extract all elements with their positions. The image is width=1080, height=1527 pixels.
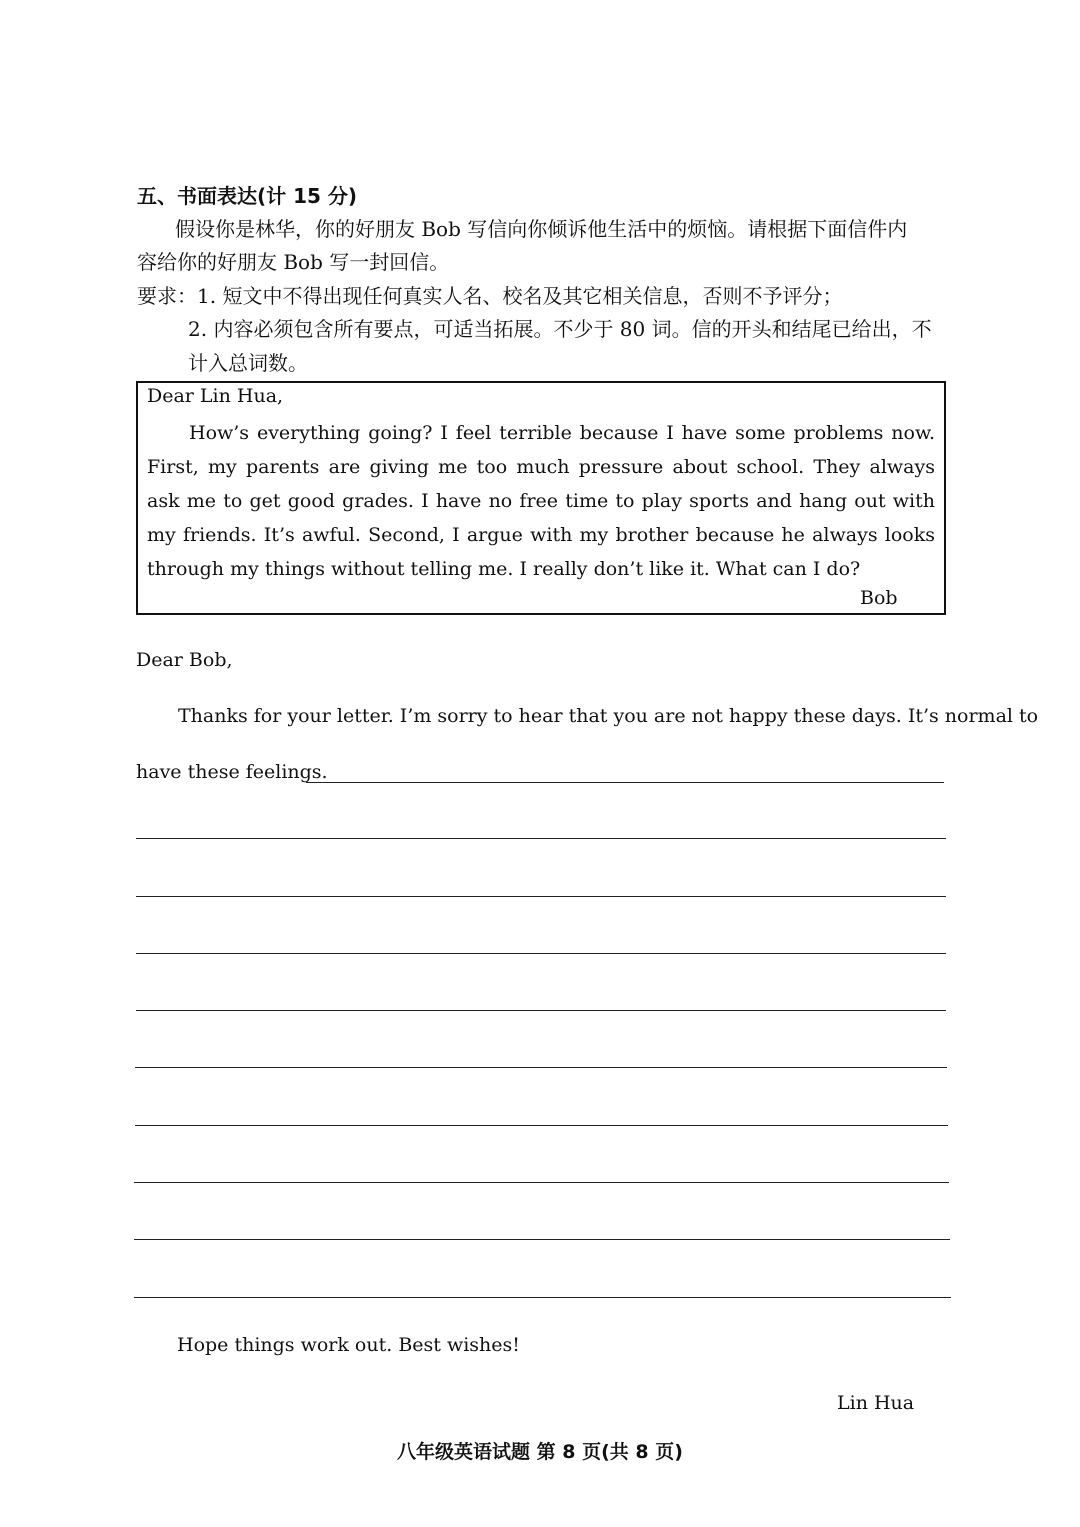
page-footer: 八年级英语试题 第 8 页(共 8 页) [397,1441,683,1463]
answer-line[interactable] [136,1010,946,1011]
reply-second-line: have these feelings. [136,761,328,783]
reply-greeting: Dear Bob, [136,649,233,671]
answer-line[interactable] [136,953,946,954]
answer-line[interactable] [134,1182,949,1183]
answer-line[interactable] [134,1239,950,1240]
reply-signature: Lin Hua [837,1392,915,1414]
letter-body: How’s everything going? I feel terrible because I have some problems now. First, my parents are giving me too much pressure about school. They always ask me to get good grades. I have no free time to play sports and hang out with my friends. It’s awful. Second, I argue with my brother because he always looks through my things without telling me. I really don’t like it. What can I do? [147,422,935,580]
requirement-line: 要求：1. 短文中不得出现任何真实人名、校名及其它相关信息，否则不予评分； [137,284,843,308]
instruction-line: 假设你是林华，你的好朋友 Bob 写信向你倾诉他生活中的烦恼。请根据下面信件内 [175,217,908,241]
answer-line[interactable] [135,1125,948,1126]
reply-opening-line: Thanks for your letter. I’m sorry to hear that you are not happy these days. It’s normal to [178,705,1039,727]
section-title: 五、书面表达(计 15 分) [137,184,358,208]
requirement-line: 计入总词数。 [188,351,308,375]
instruction-line: 容给你的好朋友 Bob 写一封回信。 [137,250,450,274]
answer-line[interactable] [134,1297,951,1298]
letter-greeting: Dear Lin Hua, [147,385,284,407]
requirement-line: 2. 内容必须包含所有要点，可适当拓展。不少于 80 词。信的开头和结尾已给出，不 [188,317,932,341]
reply-closing: Hope things work out. Best wishes! [177,1334,520,1356]
answer-line[interactable] [306,782,944,783]
letter-signature: Bob [860,587,898,609]
answer-line[interactable] [135,1067,947,1068]
answer-line[interactable] [136,838,946,839]
answer-line[interactable] [136,896,946,897]
